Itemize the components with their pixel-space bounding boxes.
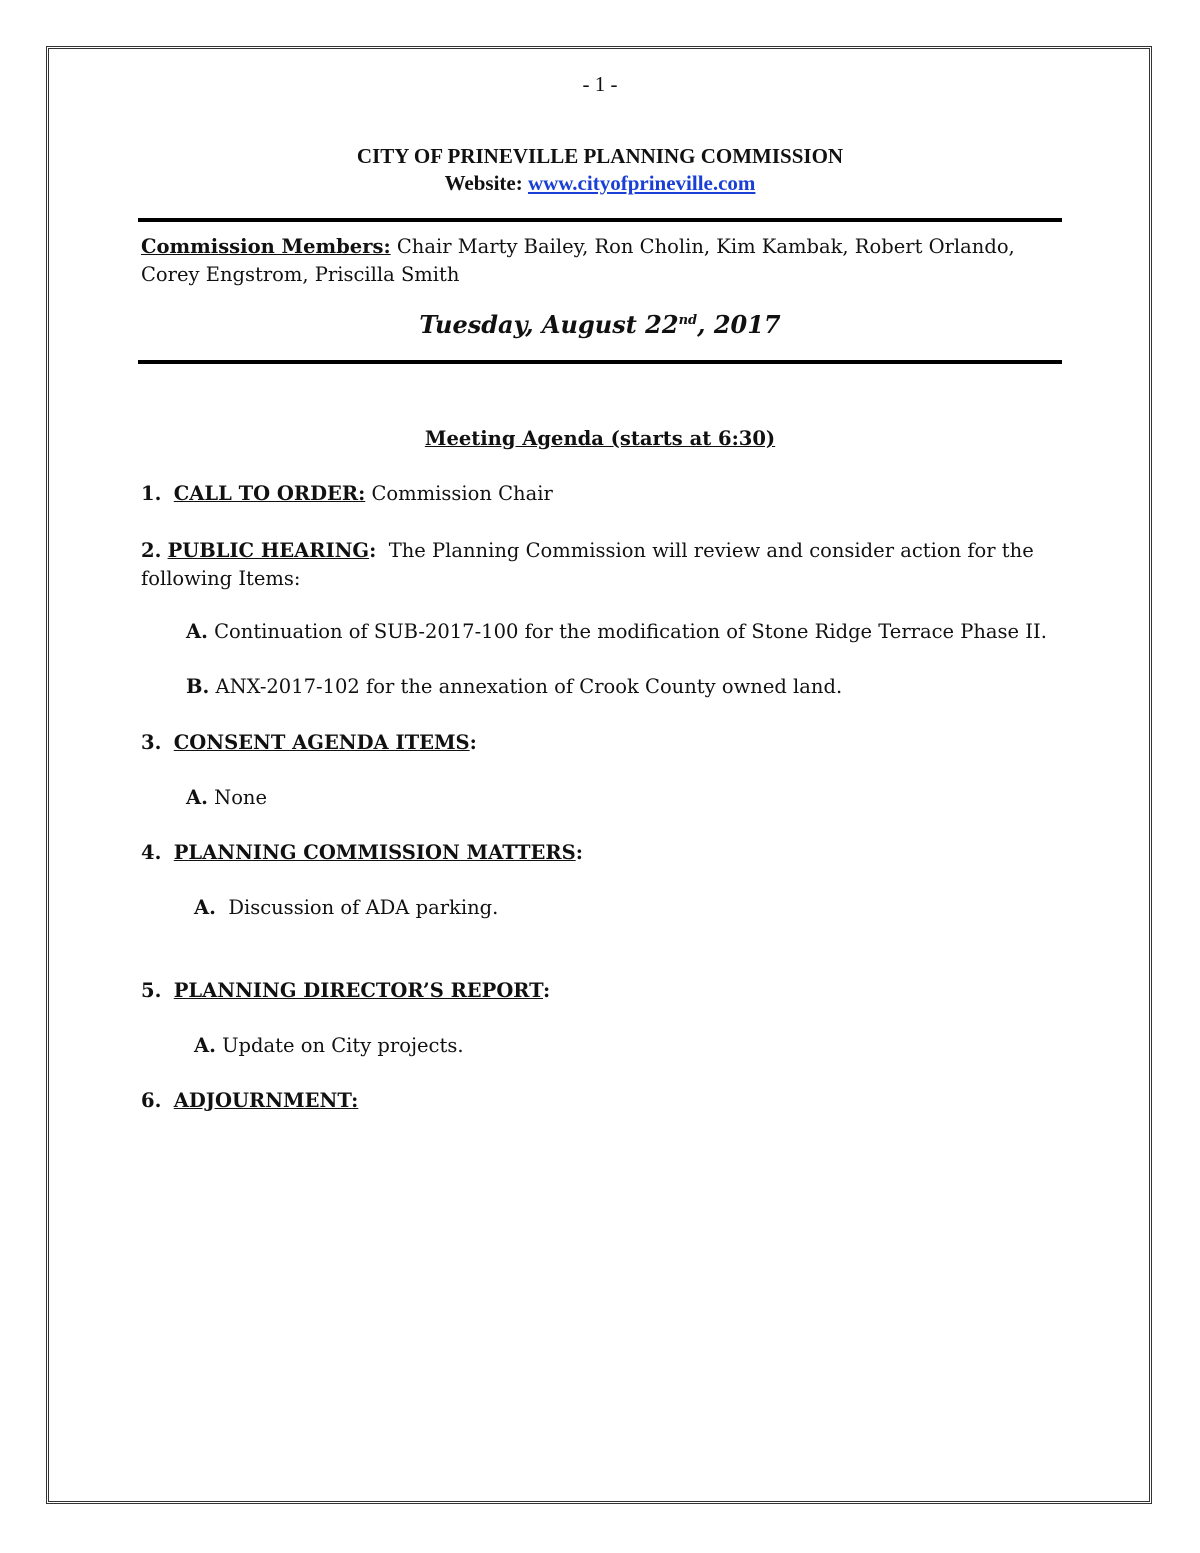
item-heading-colon: : [575,841,583,864]
subitem-text: None [214,786,268,809]
item-heading: PLANNING DIRECTOR’S REPORT [173,979,543,1002]
item-heading: ADJOURNMENT: [173,1089,359,1112]
item-number: 1. [141,482,162,505]
website-link[interactable]: www.cityofprineville.com [527,171,756,195]
website-label: Website: [444,171,523,195]
agenda-item-4 [141,841,583,864]
item-heading: CALL TO ORDER: [173,482,366,505]
agenda-item-6 [141,1089,358,1112]
item-heading-colon: : [369,539,377,562]
header-rule-top [138,218,1062,222]
members-names: Chair Marty Bailey, Ron Cholin, Kim Kambak, Robert Orlando, Corey Engstrom, Priscilla Smith [141,235,1015,286]
item-heading: CONSENT AGENDA ITEMS [173,731,470,754]
subitem-letter: B. [186,675,210,698]
item-heading: PUBLIC HEARING [167,539,370,562]
agenda-item-5 [141,979,550,1002]
org-title: CITY OF PRINEVILLE PLANNING COMMISSION [356,144,844,168]
agenda-subitem [194,896,498,919]
item-heading-colon: : [543,979,551,1002]
subitem-text: Discussion of ADA parking. [228,896,499,919]
subitem-letter: A. [186,620,208,643]
members-label: Commission Members: [141,235,391,258]
website-line [0,171,1200,196]
agenda-item-3 [141,731,477,754]
item-text: The Planning Commission will review and consider action for the following Items: [141,539,1034,590]
agenda-item-2 [141,537,1051,593]
subitem-text: Update on City projects. [222,1034,464,1057]
date-suffix: nd [678,313,698,328]
subitem-text: Continuation of SUB-2017-100 for the modification of Stone Ridge Terrace Phase II. [214,620,1047,643]
item-number: 4. [141,841,162,864]
page-number: - 1 - [582,72,618,96]
item-number: 5. [141,979,162,1002]
agenda-title: Meeting Agenda (starts at 6:30) [424,427,776,450]
header-rule-bottom [138,360,1062,364]
agenda-subitem [186,786,267,809]
date-year: , 2017 [697,310,781,339]
item-number: 2. [141,539,162,562]
subitem-letter: A. [194,896,216,919]
item-number: 3. [141,731,162,754]
agenda-subitem [186,620,1047,643]
subitem-letter: A. [186,786,208,809]
subitem-text: ANX-2017-102 for the annexation of Crook County owned land. [215,675,843,698]
item-heading-colon: : [469,731,477,754]
item-heading: PLANNING COMMISSION MATTERS [173,841,576,864]
agenda-subitem [194,1034,464,1057]
agenda-subitem [186,675,842,698]
subitem-letter: A. [194,1034,216,1057]
date-prefix: Tuesday, August 22 [419,310,679,339]
agenda-item-1 [141,482,553,505]
item-text: Commission Chair [371,482,553,505]
commission-members [141,233,1041,289]
item-number: 6. [141,1089,162,1112]
meeting-date [0,310,1200,339]
